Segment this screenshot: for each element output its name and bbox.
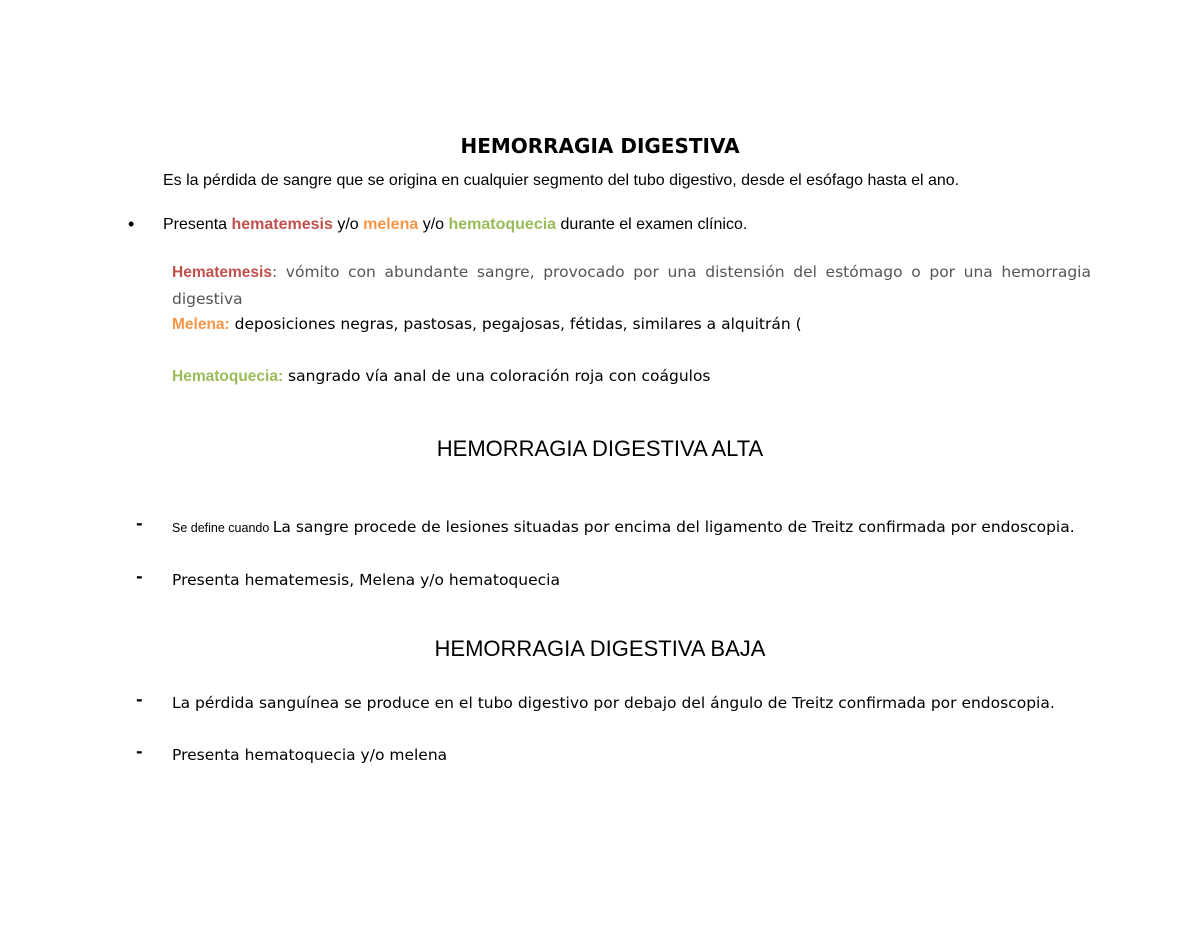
- bullet-presenta: Presenta hematemesis y/o melena y/o hematoquecia durante el examen clínico.: [163, 216, 748, 233]
- heading-alta: HEMORRAGIA DIGESTIVA ALTA: [436, 436, 764, 461]
- intro-paragraph: Es la pérdida de sangre que se origina en cualquier segmento del tubo digestivo, desde el esófago hasta el ano.: [163, 172, 960, 189]
- page-title: HEMORRAGIA DIGESTIVA: [460, 134, 740, 158]
- term-melena: melena: [363, 216, 419, 233]
- bullet-marker: •: [128, 214, 135, 234]
- term-hematoquecia: hematoquecia: [448, 216, 557, 233]
- dash-marker: -: [136, 514, 143, 533]
- definition-hematoquecia: Hematoquecia: sangrado vía anal de una coloración roja con coágulos: [172, 367, 711, 385]
- definition-hematemesis: Hematemesis: vómito con abundante sangre, provocado por una distensión del estómago o por una hemorragia digestiva: [172, 263, 1091, 308]
- alta-item-definition: Se define cuando La sangre procede de lesiones situadas por encima del ligamento de Treitz confirmada por endoscopia.: [172, 518, 1075, 536]
- dash-marker: -: [136, 690, 143, 709]
- dash-marker: -: [136, 742, 143, 761]
- heading-baja: HEMORRAGIA DIGESTIVA BAJA: [434, 636, 766, 661]
- alta-item-presenta: Presenta hematemesis, Melena y/o hematoquecia: [172, 571, 560, 589]
- baja-item-definition: La pérdida sanguínea se produce en el tubo digestivo por debajo del ángulo de Treitz confirmada por endoscopia.: [172, 694, 1055, 712]
- baja-item-presenta: Presenta hematoquecia y/o melena: [172, 746, 448, 764]
- definition-melena: Melena: deposiciones negras, pastosas, pegajosas, fétidas, similares a alquitrán (: [172, 315, 802, 333]
- term-hematemesis: hematemesis: [231, 216, 333, 233]
- dash-marker: -: [136, 567, 143, 586]
